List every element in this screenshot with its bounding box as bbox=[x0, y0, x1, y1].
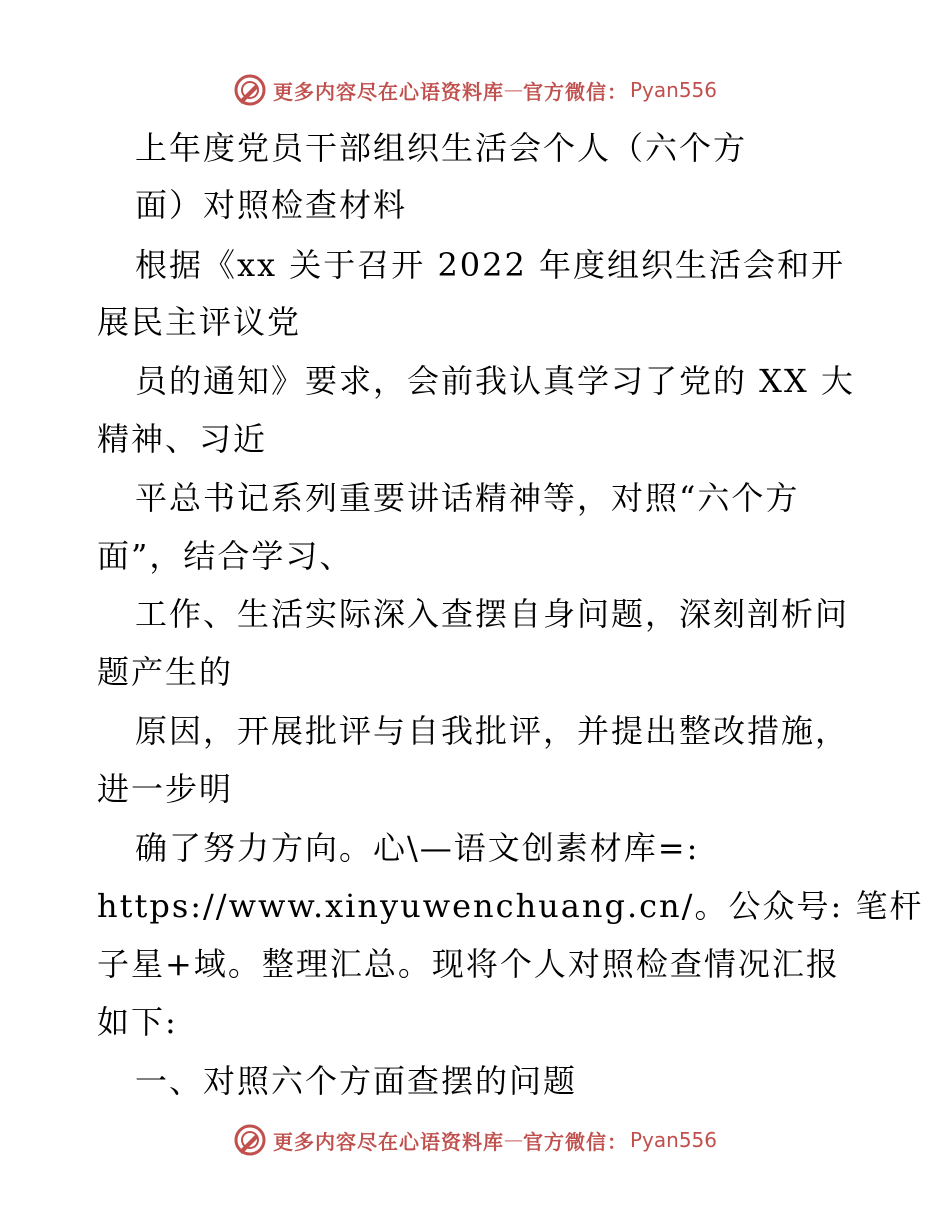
paragraph-line: 进一步明 bbox=[97, 770, 234, 808]
section-heading: 一、对照六个方面查摆的问题 bbox=[135, 1062, 578, 1100]
watermark-wechat-id: Pyan556 bbox=[629, 78, 717, 102]
watermark-separator: — bbox=[503, 79, 523, 101]
watermark-brand: 更多内容尽在心语资料库 bbox=[272, 1129, 504, 1154]
paragraph-line: https://www.xinyuwenchuang.cn/。公众号: 笔杆 bbox=[97, 887, 924, 925]
doc-title-line-1: 上年度党员干部组织生活会个人（六个方 bbox=[135, 129, 748, 167]
watermark-wechat-id: Pyan556 bbox=[629, 1128, 717, 1152]
seal-pen-icon bbox=[233, 1123, 267, 1157]
footer-watermark bbox=[0, 1120, 950, 1160]
paragraph-line: 根据《xx 关于召开 2022 年度组织生活会和开 bbox=[135, 246, 846, 284]
paragraph-line: 工作、生活实际深入查摆自身问题，深刻剖析问 bbox=[135, 595, 850, 633]
doc-title-line-2: 面）对照检查材料 bbox=[135, 186, 408, 224]
paragraph-line: 子星+域。整理汇总。现将个人对照检查情况汇报 bbox=[97, 945, 840, 983]
paragraph-line: 原因，开展批评与自我批评，并提出整改措施， bbox=[135, 712, 850, 750]
watermark-wechat-label: 官方微信： bbox=[522, 1129, 628, 1154]
paragraph-line: 题产生的 bbox=[97, 653, 234, 691]
seal-pen-icon bbox=[233, 73, 267, 107]
paragraph-line: 员的通知》要求，会前我认真学习了党的 XX 大 bbox=[135, 362, 855, 400]
watermark-separator: — bbox=[503, 1129, 523, 1151]
paragraph-line: 展民主评议党 bbox=[97, 303, 302, 341]
watermark-wechat-label: 官方微信： bbox=[522, 79, 628, 104]
paragraph-line: 平总书记系列重要讲话精神等，对照“六个方 bbox=[135, 479, 800, 517]
paragraph-line: 精神、习近 bbox=[97, 420, 268, 458]
header-watermark bbox=[0, 70, 950, 110]
paragraph-line: 确了努力方向。心\—语文创素材库=: bbox=[135, 829, 700, 867]
paragraph-line: 如下: bbox=[97, 1003, 178, 1041]
watermark-brand: 更多内容尽在心语资料库 bbox=[272, 79, 504, 104]
paragraph-line: 面”，结合学习、 bbox=[97, 537, 354, 575]
